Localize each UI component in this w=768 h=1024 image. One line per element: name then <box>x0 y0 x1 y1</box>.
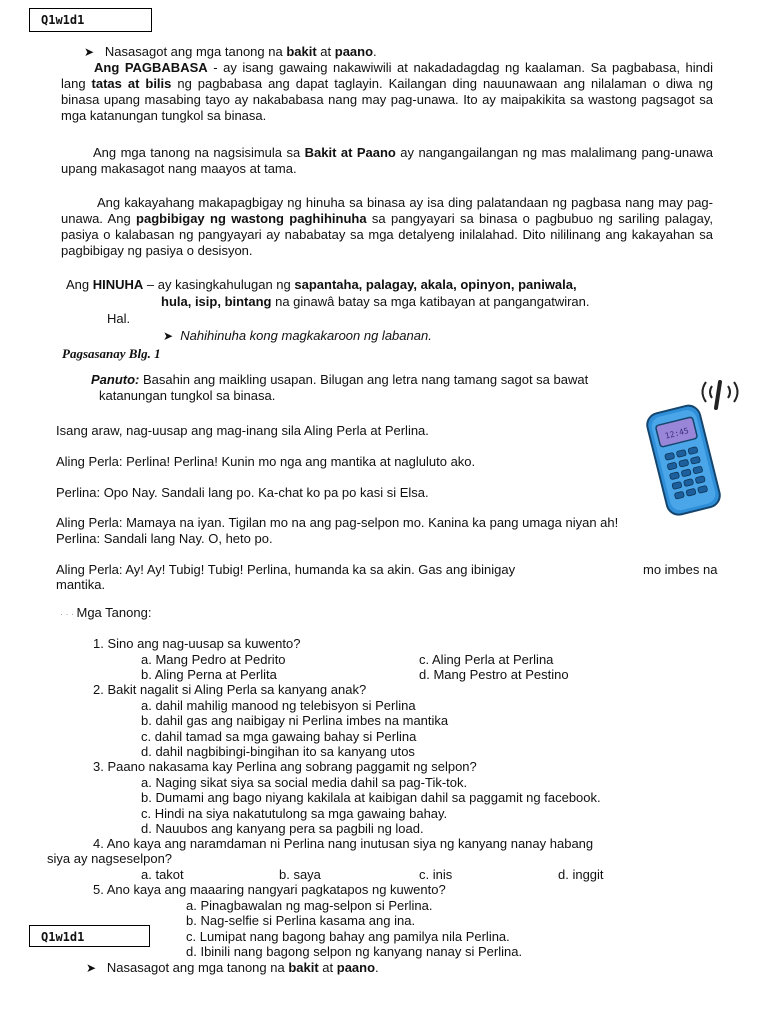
question-1: 1. Sino ang nag-uusap sa kuwento? <box>93 636 301 651</box>
instructions-line2: katanungan tungkol sa binasa. <box>99 388 276 403</box>
lesson-code-box-top <box>29 8 152 32</box>
dialogue-line: Aling Perla: Mamaya na iyan. Tigilan mo na ang pag-selpon mo. Kanina ka pang umaga niyan ah! <box>56 515 619 530</box>
hal-label: Hal. <box>107 311 131 326</box>
lesson-code: Q1w1d1 <box>41 930 85 944</box>
pagbabasa-paragraph: Ang PAGBABASA - ay isang gawaing nakawiwili at nakadadagdag ng kaalaman. Sa pagbabasa, hindi lang tatas at bilis ng pagbabasa ang dapat taglayin. Kailangan ding nauunawaan ang nilalaman o diwa ng binasa upang masabing tayo ay nakababasa nang may pag-unawa. Ito ay maipakikita sa wastong pagsagot sa mga katanungan tungkol sa binasa. <box>61 60 714 123</box>
choice: a. Naging sikat siya sa social media dahil sa pag-Tik-tok. <box>141 775 468 790</box>
antenna-icon <box>716 382 720 408</box>
hinuha-intro-paragraph: Ang kakayahang makapagbigay ng hinuha sa binasa ay isa ding palatandaan ng pagbasa nang may pag-unawa. Ang pagbibigay ng wastong paghihinuha sa pangyayari sa binasa o pagbubuo ng sariling palagay, pasiya o kalabasan ng pangyayari ay nababatay sa mga detalyeng inilalahad. Dito nililinang ang kakayahan sa pagbibigay ng pasiya o desisyon. <box>61 195 713 258</box>
choice: a. Pinagbawalan ng mag-selpon si Perlina. <box>186 898 433 913</box>
choice: c. Aling Perla at Perlina <box>419 652 554 667</box>
question-4: 4. Ano kaya ang naramdaman ni Perlina nang inutusan siya ng kanyang nanay habang <box>93 836 594 851</box>
choice: a. takot <box>141 867 184 882</box>
hinuha-definition-line1: Ang HINUHA – ay kasingkahulugan ng sapantaha, palagay, akala, opinyon, paniwala, <box>66 277 577 292</box>
choice: a. dahil mahilig manood ng telebisyon si Perlina <box>141 698 416 713</box>
lesson-code: Q1w1d1 <box>41 13 85 27</box>
objective-line: ➤ Nasasagot ang mga tanong na bakit at paano. <box>84 44 377 59</box>
question-3: 3. Paano nakasama kay Perlina ang sobrang paggamit ng selpon? <box>93 759 477 774</box>
choice: c. Hindi na siya nakatutulong sa mga gawaing bahay. <box>141 806 448 821</box>
dialogue-line: Perlina: Opo Nay. Sandali lang po. Ka-chat ko pa po kasi si Elsa. <box>56 485 429 500</box>
choice: d. inggit <box>558 867 604 882</box>
dialogue-line-end: mo imbes na <box>643 562 718 577</box>
questions-title: · · · Mga Tanong: <box>60 605 152 620</box>
choice: d. dahil nagbibingi-bingihan ito sa kanyang utos <box>141 744 415 759</box>
choice: b. Dumami ang bago niyang kakilala at kaibigan dahil sa paggamit ng facebook. <box>141 790 601 805</box>
dialogue-line: Aling Perla: Ay! Ay! Tubig! Tubig! Perlina, humanda ka sa akin. Gas ang ibinigay <box>56 562 516 577</box>
story-intro: Isang araw, nag-uusap ang mag-inang sila Aling Perla at Perlina. <box>56 423 429 438</box>
choice: c. inis <box>419 867 453 882</box>
choice: c. dahil tamad sa mga gawaing bahay si Perlina <box>141 729 417 744</box>
phone-screen-text: 12:45 <box>664 426 690 441</box>
choice: d. Ibinili nang bagong selpon ng kanyang nanay si Perlina. <box>186 944 523 959</box>
choice: c. Lumipat nang bagong bahay ang pamilya nila Perlina. <box>186 929 510 944</box>
dialogue-line: Perlina: Sandali lang Nay. O, heto po. <box>56 531 273 546</box>
choice: d. Mang Pestro at Pestino <box>419 667 569 682</box>
choice: d. Nauubos ang kanyang pera sa pagbili ng load. <box>141 821 424 836</box>
dialogue-line: Aling Perla: Perlina! Perlina! Kunin mo nga ang mantika at nagluluto ako. <box>56 454 476 469</box>
question-2: 2. Bakit nagalit si Aling Perla sa kanyang anak? <box>93 682 367 697</box>
cellphone-illustration <box>642 372 744 516</box>
exercise-title: Pagsasanay Blg. 1 <box>62 346 161 361</box>
hal-example: ➤ Nahihinuha kong magkakaroon ng labanan. <box>163 328 432 343</box>
arrow-bullet-icon: ➤ <box>86 961 97 975</box>
objective-line-repeat: ➤ Nasasagot ang mga tanong na bakit at paano. <box>86 960 379 975</box>
lesson-code-box-bottom <box>29 925 150 947</box>
choice: a. Mang Pedro at Pedrito <box>141 652 286 667</box>
arrow-bullet-icon: ➤ <box>84 45 95 59</box>
question-4-continued: siya ay nagseselpon? <box>47 851 173 866</box>
arrow-bullet-icon: ➤ <box>163 329 174 343</box>
instructions-line1: Panuto: Basahin ang maikling usapan. Bilugan ang letra nang tamang sagot sa bawat <box>91 372 589 387</box>
choice: b. dahil gas ang naibigay ni Perlina imbes na mantika <box>141 713 449 728</box>
bakit-paano-paragraph: Ang mga tanong na nagsisimula sa Bakit at Paano ay nangangailangan ng mas malalimang pang-unawa upang makasagot nang maayos at tama. <box>61 145 714 176</box>
dot-leader: · · · <box>60 609 77 619</box>
choice: b. Aling Perna at Perlita <box>141 667 277 682</box>
choice: b. Nag-selfie si Perlina kasama ang ina. <box>186 913 416 928</box>
hinuha-definition-line2: hula, isip, bintang na ginawâ batay sa mga katibayan at pangangatwiran. <box>161 294 590 309</box>
dialogue-line-continued: mantika. <box>56 577 106 592</box>
choice: b. saya <box>279 867 321 882</box>
question-5: 5. Ano kaya ang maaaring nangyari pagkatapos ng kuwento? <box>93 882 446 897</box>
